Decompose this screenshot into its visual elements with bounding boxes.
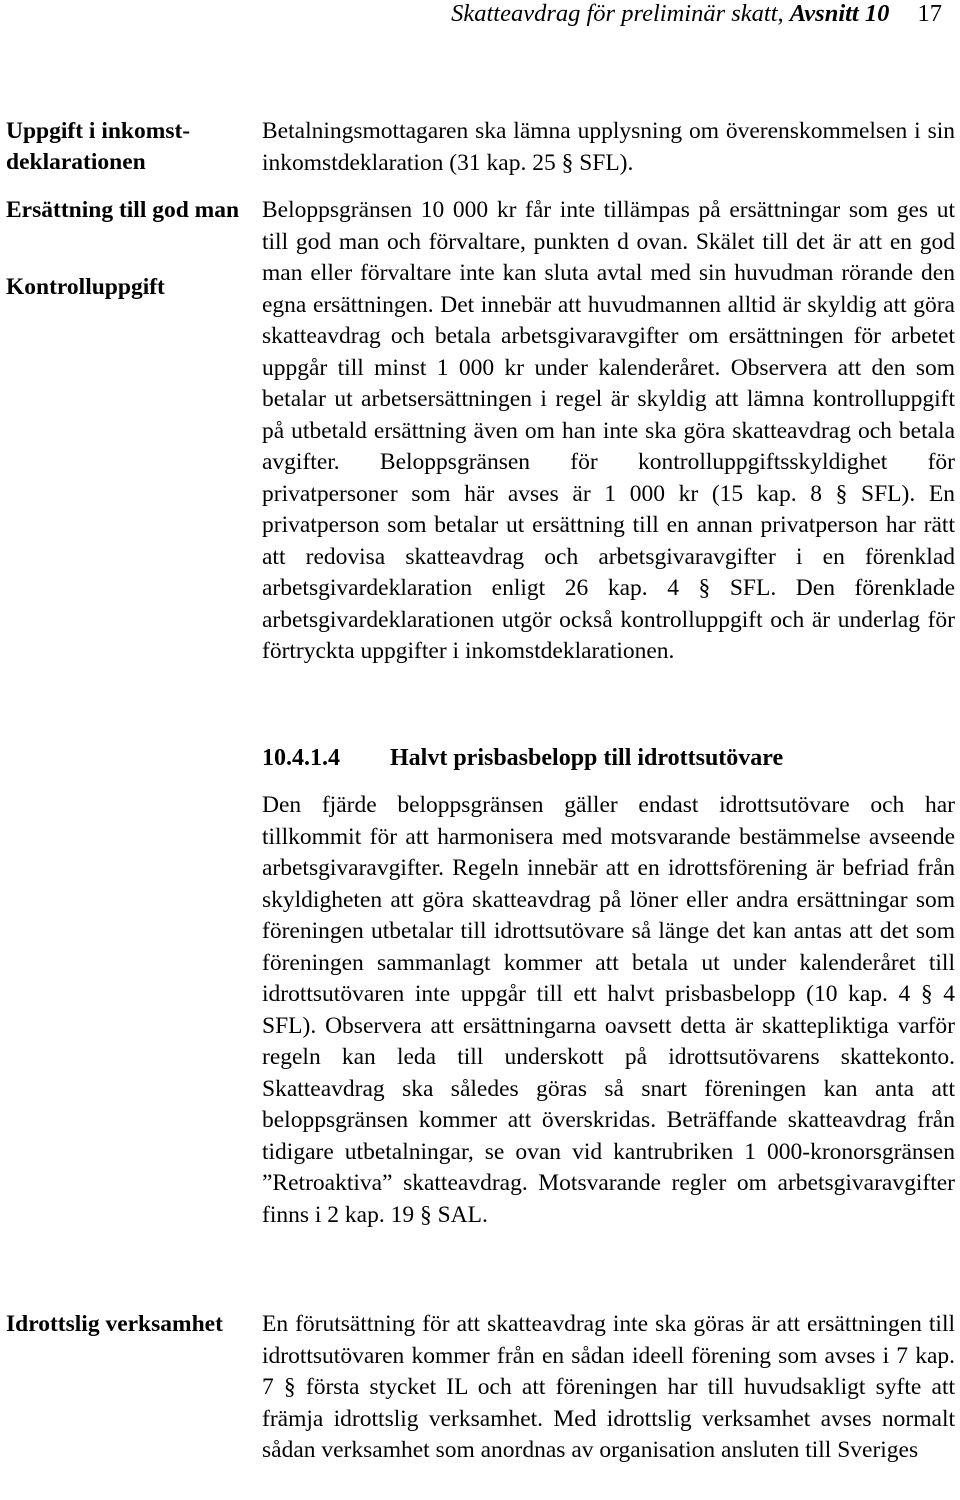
header-section: Avsnitt 10 (789, 0, 890, 27)
paragraph-text: Den fjärde beloppsgränsen gäller endast idrottsutövare och har tillkommit för att harmonisera med motsvarande bestämmelse avseende arbetsgivaravgifter. Regeln innebär att en idrottsförening är befriad från skyldigheten att göra skatteavdrag på löner eller andra ersättningar som föreningen utbetalar till idrottsutövare så länge det kan antas att det som föreningen sammanlagt kommer att betala ut under kalenderåret till idrottsutövaren inte uppgår till ett halvt prisbasbelopp (10 kap. 4 § 4 SFL). Observera att ersättningarna oavsett detta är skattepliktiga varför regeln kan leda till underskott på idrottsutövarens skattekonto. Skatteavdrag ska således göras så snart föreningen kan anta att beloppsgränsen kommer att överskridas. Beträffande skatteavdrag från tidigare utbetalningar, se ovan vid kantrubriken 1 000-kronorsgränsen ”Retroaktiva” skatteavdrag. Motsvarande regler om arbetsgivaravgifter finns i 2 kap. 19 § SAL. (262, 792, 955, 1228)
margin-heading-uppgift: Uppgift i inkomst-deklarationen (6, 118, 191, 175)
body-paragraph-4 (262, 1309, 955, 1467)
margin-heading-idrott: Idrottslig verksamhet (6, 1311, 223, 1337)
section-heading (262, 743, 955, 774)
section-number: 10.4.1.4 (262, 745, 340, 771)
page-number: 17 (917, 0, 942, 27)
section-title: Halvt prisbasbelopp till idrottsutövare (390, 745, 784, 771)
margin-heading-kontrolluppgift: Kontrolluppgift (6, 274, 165, 300)
body-paragraph-3 (262, 790, 955, 1231)
paragraph-text: En förutsättning för att skatteavdrag inte ska göras är att ersättningen till idrottsutövaren kommer från en sådan ideell förening som avses i 7 kap. 7 § första stycket IL och att föreningen har till huvudsakligt syfte att främja idrottslig verksamhet. Med idrottslig verksamhet avses normalt sådan verksamhet som anordnas av organisation ansluten till Sveriges (262, 1311, 955, 1463)
header-title: Skatteavdrag för preliminär skatt, (451, 0, 784, 27)
running-header (451, 0, 942, 34)
body-paragraph-1 (262, 116, 955, 179)
paragraph-text: Betalningsmottagaren ska lämna upplysning om överenskommelsen i sin inkomstdeklaration (31 kap. 25 § SFL). (262, 118, 955, 176)
margin-heading-god-man: Ersättning till god man (6, 197, 240, 223)
paragraph-text: Beloppsgränsen 10 000 kr får inte tillämpas på ersättningar som ges ut till god man och förvaltare, punkten d ovan. Skälet till det är att en god man eller förvaltare inte kan sluta avtal med sin huvudman rörande den egna ersättningen. Det innebär att huvudmannen alltid är skyldig att göra skatteavdrag och betala arbetsgivaravgifter om ersättningen för arbetet uppgår till minst 1 000 kr under kalenderåret. Observera att den som betalar ut arbetsersättningen i regel är skyldig att lämna kontrolluppgift på utbetald ersättning även om han inte ska göra skatteavdrag och betala avgifter. Beloppsgränsen för kontrolluppgiftsskyldighet för privatpersoner som här avses är 1 000 kr (15 kap. 8 § SFL). En privatperson som betalar ut ersättning till en annan privatperson har rätt att redovisa skatteavdrag och arbetsgivaravgifter i en förenklad arbetsgivardeklaration enligt 26 kap. 4 § SFL. Den förenklade arbetsgivardeklarationen utgör också kontrolluppgift och är underlag för förtryckta uppgifter i inkomstdeklarationen. (262, 197, 955, 664)
body-paragraph-2 (262, 195, 955, 668)
